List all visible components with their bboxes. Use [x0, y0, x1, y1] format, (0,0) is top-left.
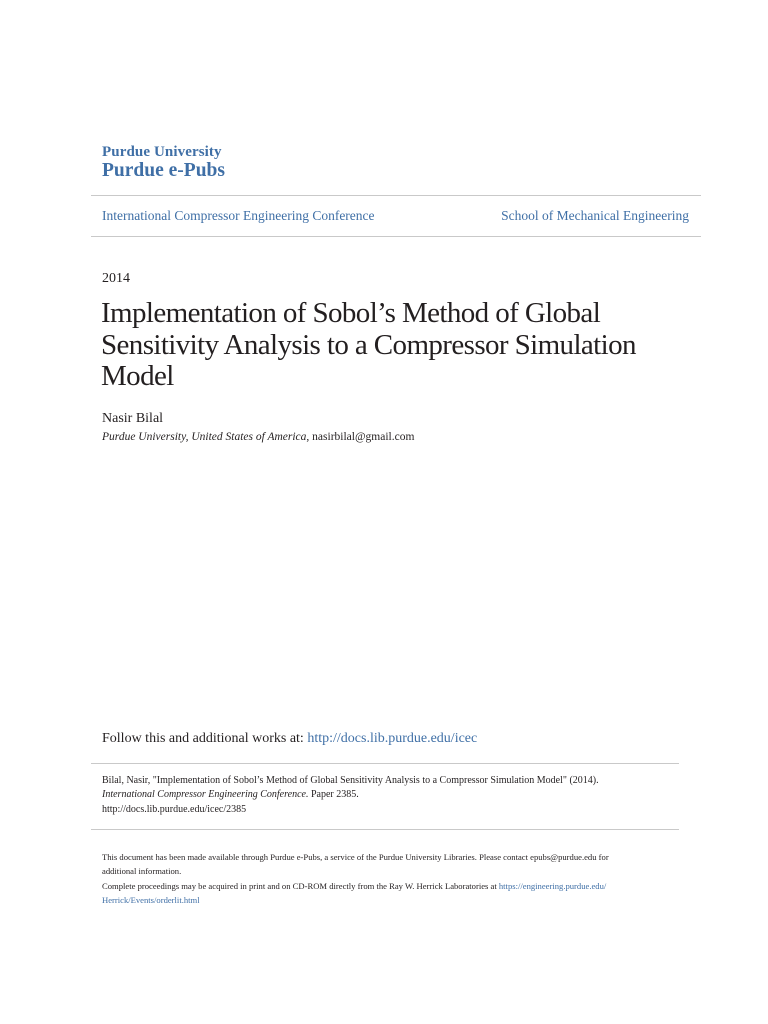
article-title [101, 298, 661, 393]
conference-collection-link[interactable]: International Compressor Engineering Conference [102, 208, 375, 223]
title-line-3: Model [101, 360, 174, 392]
citation-line-2 [102, 788, 682, 802]
notice-line-1: This document has been made available through Purdue e-Pubs, a service of the Purdue University Libraries. Please contact epubs@purdue.edu for [102, 852, 609, 862]
availability-notice [102, 850, 672, 907]
citation-line-1: Bilal, Nasir, "Implementation of Sobol’s Method of Global Sensitivity Analysis to a Compressor Simulation Model" (2014). [102, 775, 599, 786]
herrick-link-part2[interactable]: Herrick/Events/orderlit.html [102, 894, 200, 905]
follow-url-link[interactable]: http://docs.lib.purdue.edu/icec [307, 731, 478, 746]
epubs-link[interactable]: Purdue e-Pubs [102, 160, 225, 181]
affiliation-separator: , [306, 431, 313, 443]
follow-line [102, 731, 477, 747]
recommended-citation [102, 774, 682, 817]
citation-venue: International Compressor Engineering Conference. [102, 789, 309, 801]
notice-line-3-text: Complete proceedings may be acquired in print and on CD-ROM directly from the Ray W. Herrick Laboratories at [102, 880, 499, 891]
divider-collections [91, 236, 701, 237]
divider-follow [91, 763, 679, 764]
divider-top [91, 195, 701, 196]
author-name: Nasir Bilal [102, 411, 164, 426]
divider-citation [91, 829, 679, 830]
author-email: nasirbilal@gmail.com [312, 431, 415, 443]
title-line-1: Implementation of Sobol’s Method of Global [101, 297, 601, 329]
author-affiliation [102, 431, 414, 443]
school-collection-link[interactable]: School of Mechanical Engineering [501, 208, 689, 223]
notice-line-3 [102, 879, 672, 893]
follow-text: Follow this and additional works at: [102, 731, 308, 746]
citation-paper: Paper 2385. [308, 789, 359, 801]
herrick-link-part1[interactable]: https://engineering.purdue.edu/ [498, 880, 607, 891]
publication-year: 2014 [102, 271, 130, 286]
title-line-2: Sensitivity Analysis to a Compressor Simulation [101, 328, 636, 361]
notice-line-2: additional information. [102, 866, 182, 877]
notice-line-4 [102, 893, 672, 907]
university-link[interactable]: Purdue University [102, 144, 222, 160]
citation-url: http://docs.lib.purdue.edu/icec/2385 [102, 803, 247, 815]
affiliation-text: Purdue University, United States of America [102, 431, 307, 443]
